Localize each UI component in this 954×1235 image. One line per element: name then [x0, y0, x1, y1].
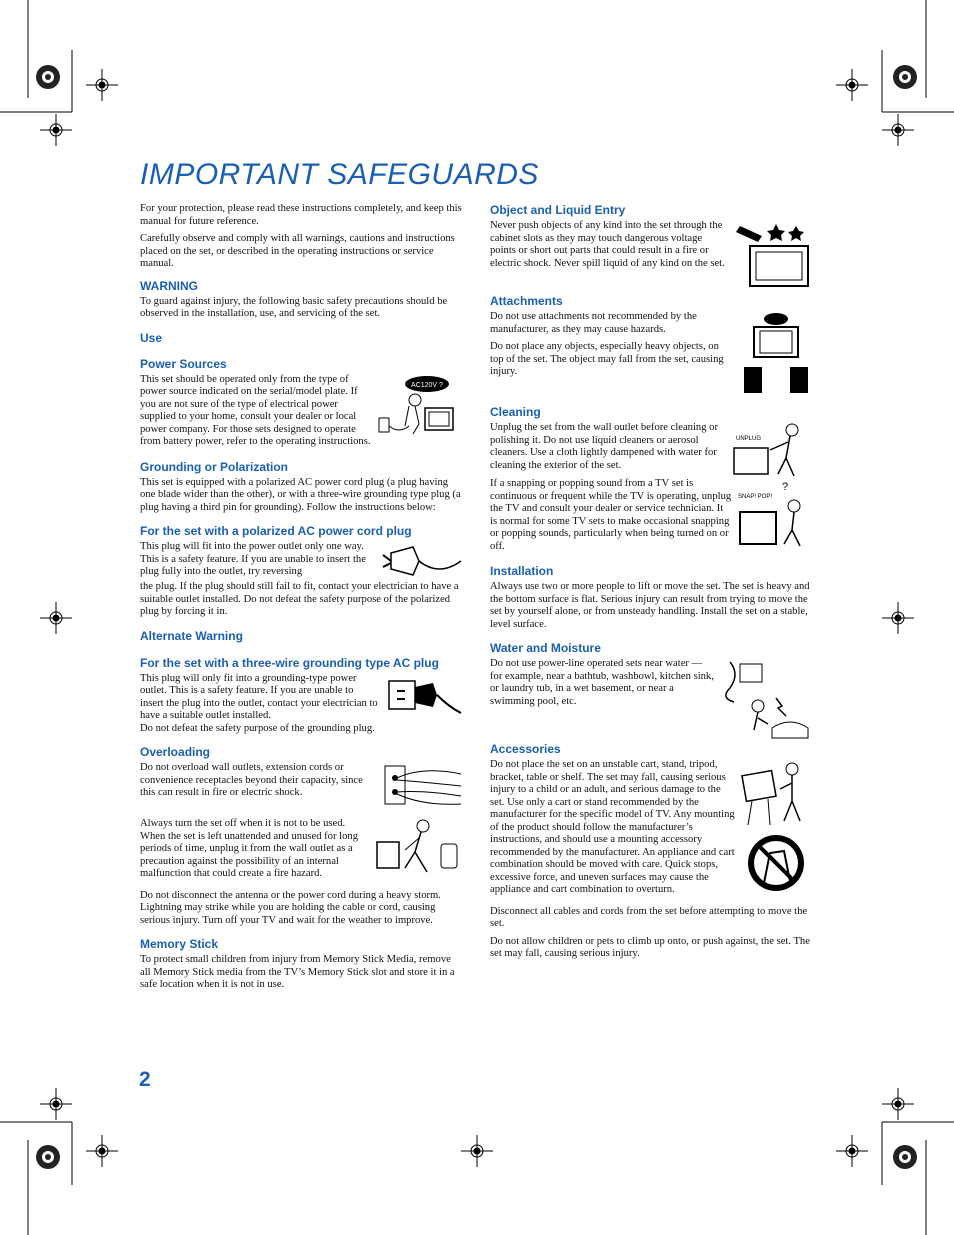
liquid-spill-tv-illustration	[732, 220, 812, 290]
attachments-block	[490, 311, 812, 397]
person-plugging-tv-illustration	[375, 374, 463, 440]
cleaning-text: Unplug the set from the wall outlet before cleaning or polishing it. Do not use liquid cleaners or aerosol cleaners. Use a cloth lightly dampened with water for cleaning the exterior of the set.	[490, 422, 718, 471]
water-text: Do not use power-line operated sets near water — for example, near a bathtub, washbowl, kitchen sink, or laundry tub, in a wet basement, or near a swimming pool, etc.	[490, 658, 714, 707]
snap-label: SNAP! POP!	[738, 494, 773, 500]
unplug-before-cleaning-illustration	[732, 422, 812, 478]
polarized-plug-illustration	[379, 541, 463, 581]
object-liquid-text: Never push objects of any kind into the set through the cabinet slots as they may touch dangerous voltage points or short out parts that could result in a fire or electric shock. Never spill liquid of any kind on the set.	[490, 220, 725, 269]
spill-on-tv-icon	[732, 220, 812, 290]
alternate-warning-heading: Alternate Warning	[140, 628, 243, 643]
tv-with-objects-icon	[740, 311, 812, 397]
warning-text: To guard against injury, the following basic safety precautions should be observed in the installation, use, and servicing of the set.	[140, 295, 448, 319]
water-moisture-heading: Water and Moisture	[490, 641, 601, 655]
unstable-cart-illustration	[740, 759, 812, 895]
attachments-text: Do not use attachments not recommended by the manufacturer, as they may cause hazards.	[490, 311, 697, 335]
water-block	[490, 658, 812, 740]
snap-pop-tv-illustration	[736, 478, 812, 548]
person-unplugging-illustration	[375, 818, 463, 876]
accessories-text-3: Do not allow children or pets to climb up onto, or push against, the set. The set may fall, causing serious injury.	[490, 935, 810, 959]
warning-heading: WARNING	[140, 278, 198, 293]
overloading-block-2	[140, 818, 463, 886]
polarized-text: This plug will fit into the power outlet only one way. This is a safety feature. If you are unable to insert the plug fully into the outlet, try reversing	[140, 541, 366, 577]
overloading-text: Do not overload wall outlets, extension cords or convenience receptacles beyond their capacity, since this can result in fire or electric shock.	[140, 762, 363, 798]
power-sources-block	[140, 374, 463, 454]
overloading-text-3: Do not disconnect the antenna or the power cord during a heavy storm. Lightning may strike while you are holding the cable or cord, causing serious injury. Turn off your TV and wait for the weather to improve.	[140, 889, 441, 926]
svg-text:?: ?	[782, 481, 789, 493]
grounding-text: This set is equipped with a polarized AC power cord plug (a plug having one blade wider than the other), or with a three-wire grounding type plug (a plug having a third pin for grounding). Follow the instructions below:	[140, 476, 461, 513]
intro-paragraph: Carefully observe and comply with all warnings, cautions and instructions placed on the set, or described in the operating instructions or service manual.	[140, 233, 455, 269]
three-wire-text: This plug will only fit into a grounding-type power outlet. This is a safety feature. If you are unable to insert the plug into the outlet, contact your electrician to have a suitable outlet installed.	[140, 672, 378, 721]
three-wire-block	[140, 673, 463, 723]
cleaning-block	[490, 422, 812, 478]
three-wire-plug-illustration	[383, 673, 463, 717]
use-heading: Use	[140, 330, 163, 345]
accessories-text: Do not place the set on an unstable cart, stand, tripod, bracket, table or shelf. The set may fall, causing serious injury to a child or an adult, and serious damage to the set. Use only a cart or stand recommended by the manufacturer for the specific model of TV. Any mounting of the product should follow the manufacturer’s instructions, and should use a mounting accessory recommended by the manufacturer. An appliance and cart combination should be moved with care. Quick stops, excessive force, and uneven surfaces may cause the appliance and cart combination to overturn.	[490, 759, 735, 895]
outlet-cords-icon	[383, 762, 463, 808]
installation-text: Always use two or more people to lift or move the set. The set is heavy and the bottom surface is flat. Serious injury can result from trying to move the set by yourself alone, or from unsteady handling. Install the set on a stable, level surface.	[490, 581, 810, 630]
three-wire-text-continued: Do not defeat the safety purpose of the grounding plug.	[140, 722, 375, 734]
water-hazard-icon	[720, 658, 812, 740]
power-sources-text: This set should be operated only from the type of power source indicated on the serial/model plate. If you are not sure of the type of electrical power supplied to your home, consult your dealer or local power company. For those sets designed to operate from battery power, refer to the operating instructions.	[140, 373, 371, 447]
ac-plug-question-icon	[375, 374, 463, 440]
grounding-heading: Grounding or Polarization	[140, 459, 288, 474]
page-number: 2	[139, 1068, 151, 1091]
overloading-text-2: Always turn the set off when it is not to be used. When the set is left unattended and unused for long periods of time, unplug it from the wall outlet as a precaution against the possibility of an internal malfunction that could create a fire hazard.	[140, 818, 358, 879]
attachments-text-2: Do not place any objects, especially heavy objects, on top of the set. The object may fall from the set, causing injury.	[490, 341, 724, 377]
installation-heading: Installation	[490, 564, 554, 578]
snap-pop-icon	[736, 478, 812, 548]
cleaning-block-2	[490, 478, 812, 558]
right-column	[490, 203, 812, 966]
accessories-block	[490, 759, 812, 902]
memory-stick-text: To protect small children from injury from Memory Stick Media, remove all Memory Stick media from the TV’s Memory Stick slot and store it in a safe location when it is not in use.	[140, 954, 455, 990]
overloading-block-1	[140, 762, 463, 808]
cleaning-text-2: If a snapping or popping sound from a TV set is continuous or frequent while the TV is operating, unplug the TV and consult your dealer or service technician. It is normal for some TV sets to make occasional snapping or popping sounds, particularly when being turned on or off.	[490, 478, 732, 552]
left-column	[140, 203, 463, 997]
tipping-cart-icon	[740, 759, 812, 895]
polarized-text-continued: the plug. If the plug should still fail to fit, contact your electrician to have a suitable outlet installed. Do not defeat the safety purpose of the polarized plug by forcing it in.	[140, 581, 459, 617]
accessories-text-2: Disconnect all cables and cords from the set before attempting to move the set.	[490, 905, 808, 929]
overloaded-outlet-illustration	[383, 762, 463, 808]
object-liquid-block	[490, 220, 812, 290]
bubble-label: AC120V ?	[411, 381, 443, 389]
objects-on-tv-illustration	[740, 311, 812, 397]
unplug-person-icon	[375, 818, 463, 876]
unplug-cleaning-icon	[732, 422, 812, 478]
page-title: IMPORTANT SAFEGUARDS	[140, 158, 539, 191]
grounding-plug-icon	[383, 673, 463, 717]
overloading-heading: Overloading	[140, 745, 211, 759]
attachments-heading: Attachments	[490, 294, 563, 308]
object-liquid-heading: Object and Liquid Entry	[490, 203, 626, 217]
water-hazard-illustration	[720, 658, 812, 740]
polarized-heading: For the set with a polarized AC power cord plug	[140, 524, 412, 538]
memory-stick-heading: Memory Stick	[140, 937, 219, 951]
unplug-label: UNPLUG	[736, 436, 762, 442]
three-wire-heading: For the set with a three-wire grounding type AC plug	[140, 655, 439, 670]
intro-paragraph: For your protection, please read these instructions completely, and keep this manual for future reference.	[140, 203, 462, 227]
power-sources-heading: Power Sources	[140, 356, 227, 371]
accessories-heading: Accessories	[490, 742, 561, 756]
cleaning-heading: Cleaning	[490, 405, 541, 419]
plug-icon	[379, 541, 463, 581]
polarized-block	[140, 541, 463, 581]
